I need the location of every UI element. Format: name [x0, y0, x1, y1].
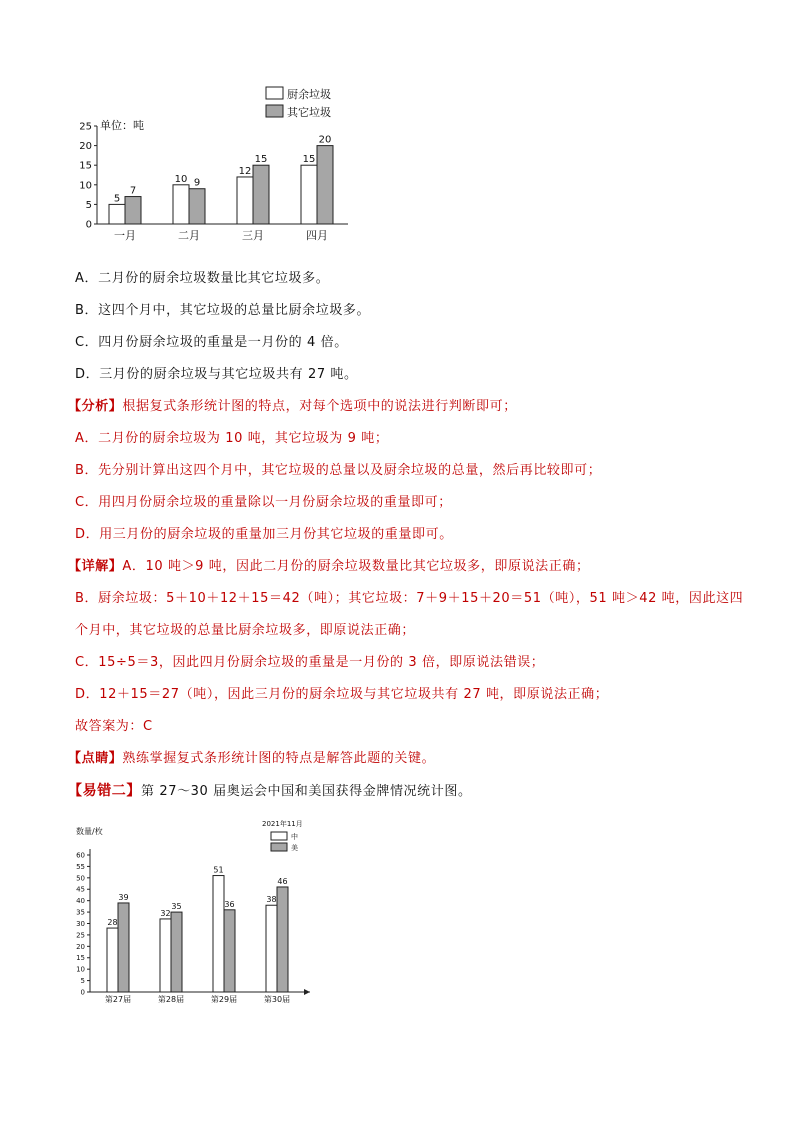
y-tick-label: 30	[76, 919, 85, 928]
keypoint-text: 熟练掌握复式条形统计图的特点是解答此题的关键。	[122, 751, 436, 766]
bar-series1	[173, 185, 189, 224]
x-axis-arrow	[304, 989, 310, 995]
y-tick-label: 35	[76, 908, 85, 917]
y-tick-label: 10	[79, 180, 92, 192]
analysis-item-c: C．用四月份厨余垃圾的重量除以一月份厨余垃圾的重量即可；	[75, 495, 452, 510]
detail-d-label: D．	[75, 687, 100, 702]
data-label: 15	[254, 154, 268, 166]
category-label: 第29届	[210, 995, 238, 1004]
bar-series2	[125, 197, 141, 224]
analysis-item-a: A．二月份的厨余垃圾为 10 吨，其它垃圾为 9 吨；	[75, 431, 389, 446]
category-label: 第30届	[263, 995, 291, 1004]
date-label: 2021年11月	[262, 820, 303, 828]
legend-label: 中	[291, 833, 298, 841]
legend-label: 其它垃圾	[287, 106, 331, 119]
legend-swatch	[266, 87, 283, 99]
y-tick-label: 15	[76, 954, 85, 963]
category-label: 二月	[178, 229, 200, 242]
category-label: 一月	[114, 229, 136, 242]
answer-value: C	[143, 719, 153, 734]
option-b: B．这四个月中，其它垃圾的总量比厨余垃圾多。	[75, 303, 371, 318]
legend-swatch	[271, 843, 287, 851]
section-tag: 【易错二】	[68, 783, 141, 799]
detail-c-label: C．	[75, 655, 99, 670]
answer-label: 故答案为：	[75, 719, 144, 734]
data-label: 9	[193, 177, 201, 189]
detail-tag: 【详解】	[68, 559, 123, 574]
data-label: 12	[238, 165, 252, 177]
option-a: A．二月份的厨余垃圾数量比其它垃圾多。	[75, 271, 330, 286]
data-label: 7	[129, 185, 137, 197]
section-text: 第 27～30 届奥运会中国和美国获得金牌情况统计图。	[141, 784, 472, 799]
category-label: 第27届	[104, 995, 132, 1004]
data-label: 10	[174, 173, 188, 185]
detail-b-label: B．	[75, 591, 99, 606]
y-tick-label: 45	[76, 885, 85, 894]
data-label: 46	[277, 876, 288, 886]
unit-label: 单位：吨	[100, 119, 144, 132]
answer-line	[75, 718, 153, 736]
bar-series2	[189, 189, 205, 224]
bar-series1	[107, 928, 118, 992]
detail-c-text: 15÷5＝3，因此四月份厨余垃圾的重量是一月份的 3 倍，即原说法错误；	[98, 655, 545, 670]
y-tick-label: 50	[76, 874, 85, 883]
option-c: C．四月份厨余垃圾的重量是一月份的 4 倍。	[75, 335, 348, 350]
category-label: 三月	[242, 229, 264, 242]
legend-swatch	[266, 105, 283, 117]
data-label: 5	[113, 193, 121, 205]
section-heading	[68, 782, 472, 801]
bar-series2	[171, 912, 182, 992]
detail-a: A．10 吨＞9 吨，因此二月份的厨余垃圾数量比其它垃圾多，即原说法正确；	[122, 559, 590, 574]
y-tick-label: 0	[80, 988, 85, 997]
data-label: 32	[160, 908, 171, 918]
data-label: 15	[302, 154, 316, 166]
data-label: 38	[266, 895, 277, 905]
legend-label: 美	[291, 844, 298, 852]
bar-series2	[277, 887, 288, 992]
option-d: D．三月份的厨余垃圾与其它垃圾共有 27 吨。	[75, 367, 358, 382]
data-label: 36	[224, 899, 235, 909]
y-tick-label: 0	[85, 219, 92, 231]
bar-series2	[118, 903, 129, 992]
bar-series2	[253, 165, 269, 224]
bar-series1	[237, 177, 253, 224]
category-label: 四月	[306, 229, 328, 242]
y-tick-label: 60	[76, 851, 85, 860]
data-label: 20	[318, 134, 332, 146]
olympic-gold-bar-chart	[60, 815, 320, 1015]
detail-line-c	[75, 654, 544, 672]
category-label: 第28届	[157, 995, 185, 1004]
bar-series1	[213, 876, 224, 992]
y-tick-label: 5	[85, 199, 92, 211]
bar-series1	[109, 204, 125, 224]
detail-d-text: 12＋15＝27（吨），因此三月份的厨余垃圾与其它垃圾共有 27 吨，即原说法正确；	[99, 687, 609, 702]
bar-series2	[224, 910, 235, 992]
y-tick-label: 25	[76, 931, 85, 940]
analysis-item-d: D．用三月份的厨余垃圾的重量加三月份其它垃圾的重量即可。	[75, 527, 453, 542]
analysis-line	[68, 398, 517, 416]
unit-label: 数量/枚	[76, 827, 103, 836]
y-tick-label: 10	[76, 965, 85, 974]
detail-line-b1	[75, 590, 743, 608]
data-label: 35	[171, 902, 182, 912]
analysis-tag: 【分析】	[68, 399, 123, 414]
bar-series1	[160, 919, 171, 992]
analysis-text: 根据复式条形统计图的特点，对每个选项中的说法进行判断即可；	[122, 399, 517, 414]
detail-b-line1: 厨余垃圾：5＋10＋12＋15＝42（吨）；其它垃圾：7＋9＋15＋20＝51（吨），51 吨＞42 吨，因此这四	[98, 591, 744, 606]
data-label: 39	[118, 892, 129, 902]
garbage-bar-chart	[70, 78, 360, 253]
legend-label: 厨余垃圾	[287, 88, 331, 101]
detail-line-d	[75, 686, 608, 704]
y-tick-label: 20	[79, 141, 92, 153]
data-label: 28	[107, 918, 118, 928]
keypoint-line	[68, 750, 435, 768]
y-tick-label: 20	[76, 942, 85, 951]
legend-swatch	[271, 832, 287, 840]
bar-series1	[266, 905, 277, 992]
y-tick-label: 15	[79, 160, 92, 172]
y-tick-label: 40	[76, 897, 85, 906]
keypoint-tag: 【点睛】	[68, 751, 123, 766]
y-tick-label: 25	[79, 121, 92, 133]
y-tick-label: 5	[80, 977, 85, 986]
analysis-item-b: B．先分别计算出这四个月中，其它垃圾的总量以及厨余垃圾的总量，然后再比较即可；	[75, 463, 602, 478]
bar-series2	[317, 146, 333, 224]
detail-b-line2: 个月中，其它垃圾的总量比厨余垃圾多，即原说法正确；	[75, 623, 416, 638]
data-label: 51	[213, 865, 224, 875]
bar-series1	[301, 165, 317, 224]
detail-line-a	[68, 558, 590, 576]
y-tick-label: 55	[76, 862, 85, 871]
